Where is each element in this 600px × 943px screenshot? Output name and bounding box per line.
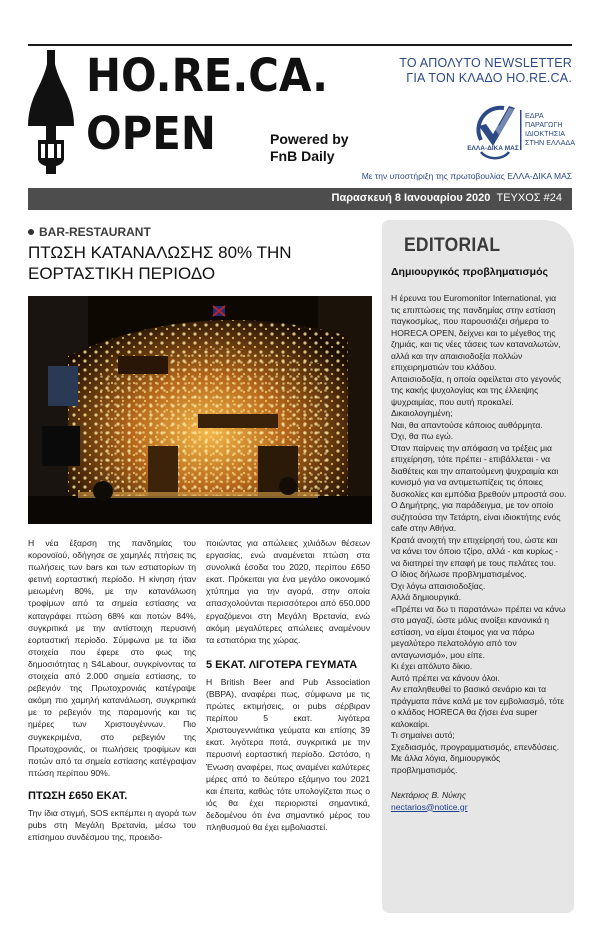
editorial-title: EDITORIAL	[404, 235, 501, 256]
ellad-claim-line3: ΙΔΙΟΚΤΗΣΙΑ	[525, 129, 565, 138]
article-column-1	[28, 537, 196, 843]
editorial-author: Νεκτάριος Β. Νύκης	[391, 790, 467, 800]
editorial-paragraph: Με άλλα λόγια, δημιουργικός προβληματισμός.	[391, 753, 501, 775]
editorial-paragraph: Κι έχει απόλυτο δίκιο.	[391, 661, 473, 671]
editorial-body	[391, 293, 567, 813]
article-subhead: ΠΤΩΣΗ £650 ΕΚΑΤ.	[28, 789, 128, 802]
editorial-paragraph: Αλλά δημιουργικά.	[391, 592, 462, 602]
date-bar	[28, 188, 572, 210]
editorial-paragraph: Όχι λόγω απαισιοδοξίας.	[391, 580, 486, 591]
editorial-paragraph: «Πρέπει να δω τι παρατάνω» πρέπει να κάνω στο μαγαζί, ώστε μόλις ανοίξει κανονικά η εστίαση, να είμαι έτοιμος για να πάρω μεγαλύτερο πελατολόγιο από τον ανταγωνισμό», μου είπε.	[391, 603, 566, 660]
editorial-box	[382, 220, 574, 913]
powered-by-line1: Powered by	[270, 131, 349, 147]
powered-by-line2: FnB Daily	[270, 148, 335, 164]
article-paragraph: Η νέα έξαρση της πανδημίας του κορονοϊού, οδήγησε σε χαμηλές πτήσεις τις πωλήσεις των bars και των εστιατορίων τη φετινή εορταστική περίοδο. Η κίνηση ήταν μειωμένη 80%, με την κατανάλωση τροφίμων από τα σημεία εστίασης να καταγράφει πτώση 68% και ποτών 84%, συγκριτικά με την αντίστοιχη περυσινή εορταστική περίοδο. Σύμφωνα με τα ίδια στοιχεία που έφερε στο φως της δημοσιότητας η S4Labour, συγκρίνοντας τα στοιχεία από 2.000 σημεία εστίασης, το ρεβεγιόν της Πρωτοχρονιάς κατέγραψε ακόμη πιο χαμηλή κατανάλωση, συγκριτικά με το ρεβεγιόν της παραμονής και τις ημέρες των Χριστουγέννων. Πιο συγκεκριμένα, στο ρεβεγιόν της Πρωτοχρονιάς, οι πωλήσεις τροφίμων και ποτών από τα σημεία εστίασης κατέγραψαν πτώση περίπου 90%.	[28, 538, 196, 778]
editorial-paragraph: Σχεδιασμός, προγραμματισμός, επενδύσεις.	[391, 741, 560, 752]
article-kicker-text: BAR-RESTAURANT	[39, 225, 151, 239]
editorial-paragraph: Ο ίδιος δήλωσε προβληματισμένος.	[391, 569, 527, 579]
powered-by	[270, 131, 349, 165]
ellad-claim-line1: ΕΔΡΑ	[525, 111, 544, 120]
article-paragraph: Η British Beer and Pub Association (BBPA), αναφέρει πως, σύμφωνα με τις πρώτες εκτιμήσεις, οι pubs σέρβιραν περίπου 5 εκατ. λιγότερα Χριστουγεννιάτικα γεύματα και επίσης 39 εκατ. λιγότερα ποτά, συγκριτικά με την περυσινή εορταστική περίοδο. Ωστόσο, η Ένωση αναφέρει, πως αναμένει καλύτερες μέρες από το δεύτερο εξάμηνο του 2021 και έπειτα, καθώς τότε υπολογίζεται πως ο ιός θα έχει περιοριστεί σημαντικά, δεδομένου ότι ένα σημαντικό μέρος του πληθυσμού θα έχει εμβολιαστεί.	[206, 676, 370, 832]
pub-christmas-lights-photo	[28, 296, 372, 524]
article-subhead: 5 ΕΚΑΤ. ΛΙΓΟΤΕΡΑ ΓΕΥΜΑΤΑ	[206, 658, 358, 671]
editorial-paragraph: Όταν παίρνεις την απόφαση να τρέξεις μια επιχείρηση, τότε πρέπει - επιβάλλεται - να διαθέτεις και την απαιτούμενη ψυχραιμία και κυνισμό για να αντιμετωπίζεις τις όποιες δυσκολίες και εμπόδια βρεθούν μπροστά σου.	[391, 442, 567, 499]
editorial-paragraph: Δικαιολογημένη;	[391, 408, 453, 418]
editorial-email-line	[391, 802, 567, 814]
editorial-paragraph: Αυτό πρέπει να κάνουν όλοι.	[391, 672, 500, 683]
ellad-logo-text: ΕΛΛΑ-ΔΙΚΑ ΜΑΣ	[467, 145, 519, 152]
editorial-paragraph: Κρατά ανοιχτή την επιχείρησή του, ώστε και να κάνει τον όποιο τζίρο, αλλά - και κυρίως - να διατηρεί την επαφή με τους πελάτες του.	[391, 534, 559, 568]
article-paragraph: ποιώντας για απώλειες χιλιάδων θέσεων εργασίας, ενώ αναμένεται πτώση στα συνολικά έσοδα του 2020, περίπου £650 εκατ. Πρόκειται για ένα μεγάλο οικονομικό χτύπημα για την αγορά, στην οποία απασχολούνται περισσότεροι από 650.000 εργαζόμενοι στη Μεγάλη Βρετανία, ενώ ακόμη μεγαλύτερες απώλειες αναμένουν τα εστιατόρια της χώρας.	[206, 538, 370, 645]
newsletter-tagline-line2: ΓΙΑ ΤΟΝ ΚΛΑΔΟ HO.RE.CA.	[406, 71, 572, 85]
article-headline: ΠΤΩΣΗ ΚΑΤΑΝΑΛΩΣΗΣ 80% ΤΗΝ ΕΟΡΤΑΣΤΙΚΗ ΠΕΡΙΟΔΟ	[28, 243, 292, 283]
issue-number: ΤΕΥΧΟΣ #24	[496, 192, 562, 204]
support-line: Με την υποστήριξη της πρωτοβουλίας ΕΛΛΑ-ΔΙΚΑ ΜΑΣ	[361, 171, 572, 181]
article-paragraph: Την ίδια στιγμή, SOS εκπέμπει η αγορά των pubs στη Μεγάλη Βρετανία, μέσω του επίσημου συνδέσμου της, προειδο-	[28, 807, 196, 843]
issue-date: Παρασκευή 8 Ιανουαρίου 2020	[331, 192, 491, 204]
newsletter-tagline-line1: ΤΟ ΑΠΟΛΥΤΟ NEWSLETTER	[399, 56, 572, 70]
ellad-claim-line2: ΠΑΡΑΓΩΓΗ	[525, 120, 563, 129]
editorial-paragraph: Η έρευνα του Euromonitor International, για τις επιπτώσεις της πανδημίας στην εστίαση παγκοσμίως, που παρουσιάζει σήμερα το HORECA OPEN, δείχνει και το μέγεθος της ζημιάς, και τις νέες τάσεις των καταναλωτών, αλλά και την απαισιοδοξία πολλών επιχειρηματιών του κλάδου.	[391, 293, 561, 372]
fork-bell-logo-icon	[26, 48, 76, 174]
header-top-rule	[28, 44, 572, 46]
ellad-claim-line4: ΣΤΗΝ ΕΛΛΑΔΑ	[525, 138, 575, 147]
brand-title-line2: OPEN	[86, 107, 216, 160]
article-column-2	[206, 537, 370, 833]
brand-title-line1: HO.RE.CA.	[86, 49, 329, 102]
editorial-paragraph: Αν επαληθευθεί το βασικό σενάριο και τα πράγματα πάνε καλά με τον εμβολιασμό, τότε ο κλάδος HORECA θα ζήσει ένα super καλοκαίρι.	[391, 684, 565, 729]
editorial-paragraph: Όχι, θα πω εγώ.	[391, 431, 454, 441]
editorial-paragraph: Ναι, θα απαντούσε κάποιος αυθόρμητα.	[391, 419, 543, 430]
article-kicker	[28, 225, 151, 239]
newsletter-tagline	[372, 56, 572, 86]
ellad-ika-mas-logo	[465, 92, 575, 162]
issue-date-line	[332, 192, 562, 204]
editorial-paragraph: Τι σημαίνει αυτό;	[391, 730, 455, 740]
editorial-paragraph: Απαισιοδοξία, η οποία οφείλεται στο γεγονός της κακής ψυχολογίας και της έλλειψης ψυχραιμίας, που αυτή προκαλεί.	[391, 373, 562, 407]
editorial-author-email-link[interactable]: nectarios@notice.gr	[391, 801, 468, 812]
editorial-subtitle: Δημιουργικός προβληματισμός	[391, 266, 548, 278]
editorial-paragraph: Ο Δημήτρης, για παράδειγμα, με τον οποίο συζητούσα την Τετάρτη, είναι ιδιοκτήτης ενός cafe στην Αθήνα.	[391, 500, 561, 533]
bullet-icon	[28, 229, 34, 235]
